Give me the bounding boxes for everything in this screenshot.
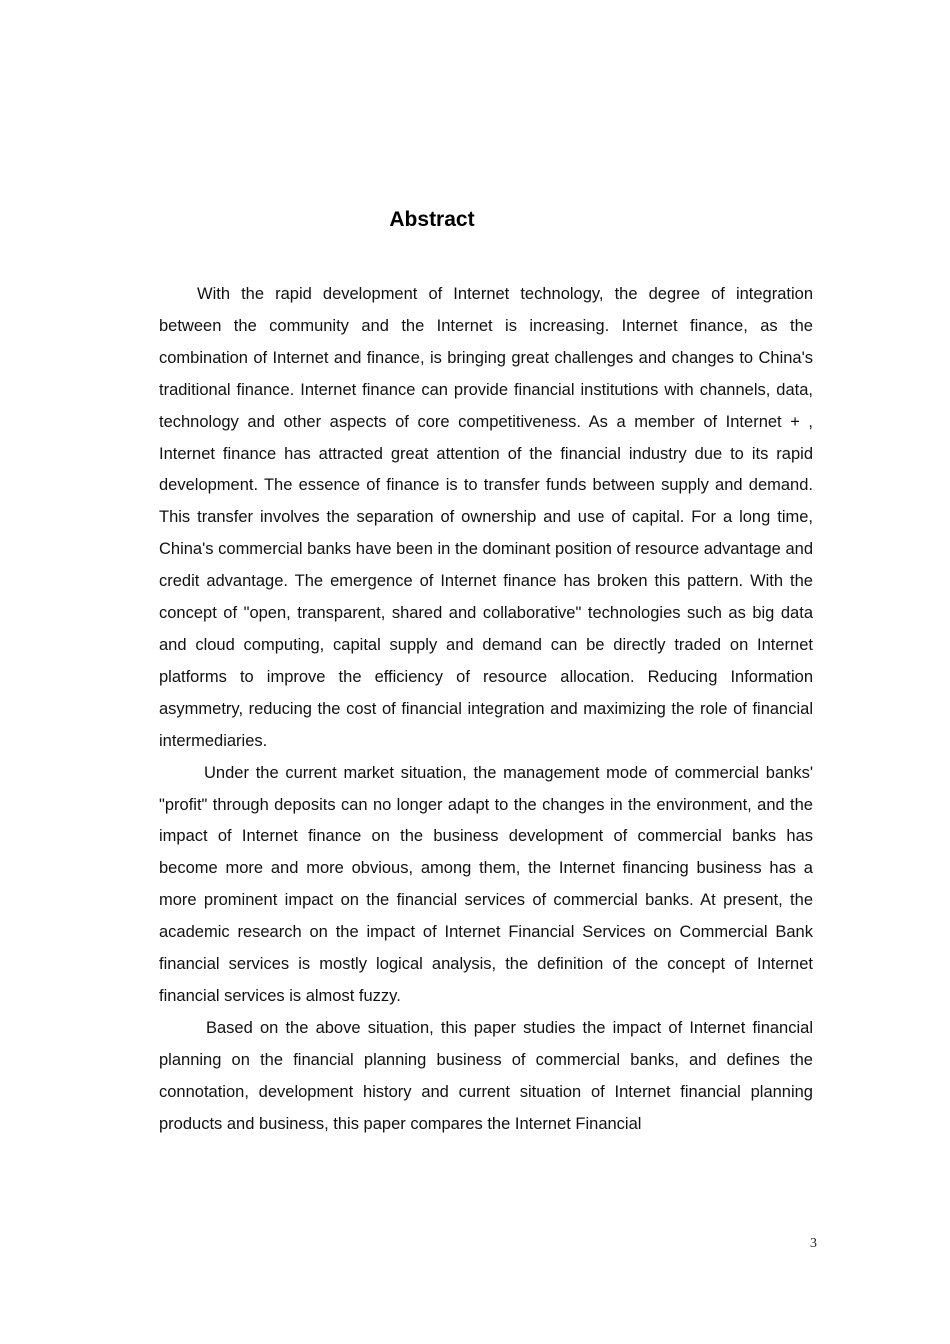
abstract-paragraph-3: Based on the above situation, this paper studies the impact of Internet financial planning on the financial planning business of commercial banks, and defines the connotation, development history and current situation of Internet financial planning products and business, this paper compares the Internet Financial — [159, 1018, 813, 1133]
abstract-heading: Abstract — [389, 208, 475, 231]
page-number: 3 — [810, 1236, 817, 1251]
abstract-paragraph-1: With the rapid development of Internet technology, the degree of integration between the community and the Internet is increasing. Internet finance, as the combination of Internet and finance, is bringing great challenges and changes to China's traditional finance. Internet finance can provide financial institutions with channels, data, technology and other aspects of core competitiveness. As a member of Internet + , Internet finance has attracted great attention of the financial industry due to its rapid development. The essence of finance is to transfer funds between supply and demand. This transfer involves the separation of ownership and use of capital. For a long time, China's commercial banks have been in the dominant position of resource advantage and credit advantage. The emergence of Internet finance has broken this pattern. With the concept of "open, transparent, shared and collaborative" technologies such as big data and cloud computing, capital supply and demand can be directly traded on Internet platforms to improve the efficiency of resource allocation. Reducing Information asymmetry, reducing the cost of financial integration and maximizing the role of financial intermediaries. — [159, 285, 813, 750]
abstract-body — [159, 279, 813, 1140]
abstract-paragraph-2: Under the current market situation, the management mode of commercial banks' "profit" through deposits can no longer adapt to the changes in the environment, and the impact of Internet finance on the business development of commercial banks has become more and more obvious, among them, the Internet financing business has a more prominent impact on the financial services of commercial banks. At present, the academic research on the impact of Internet Financial Services on Commercial Bank financial services is mostly logical analysis, the definition of the concept of Internet financial services is almost fuzzy. — [159, 763, 813, 1005]
